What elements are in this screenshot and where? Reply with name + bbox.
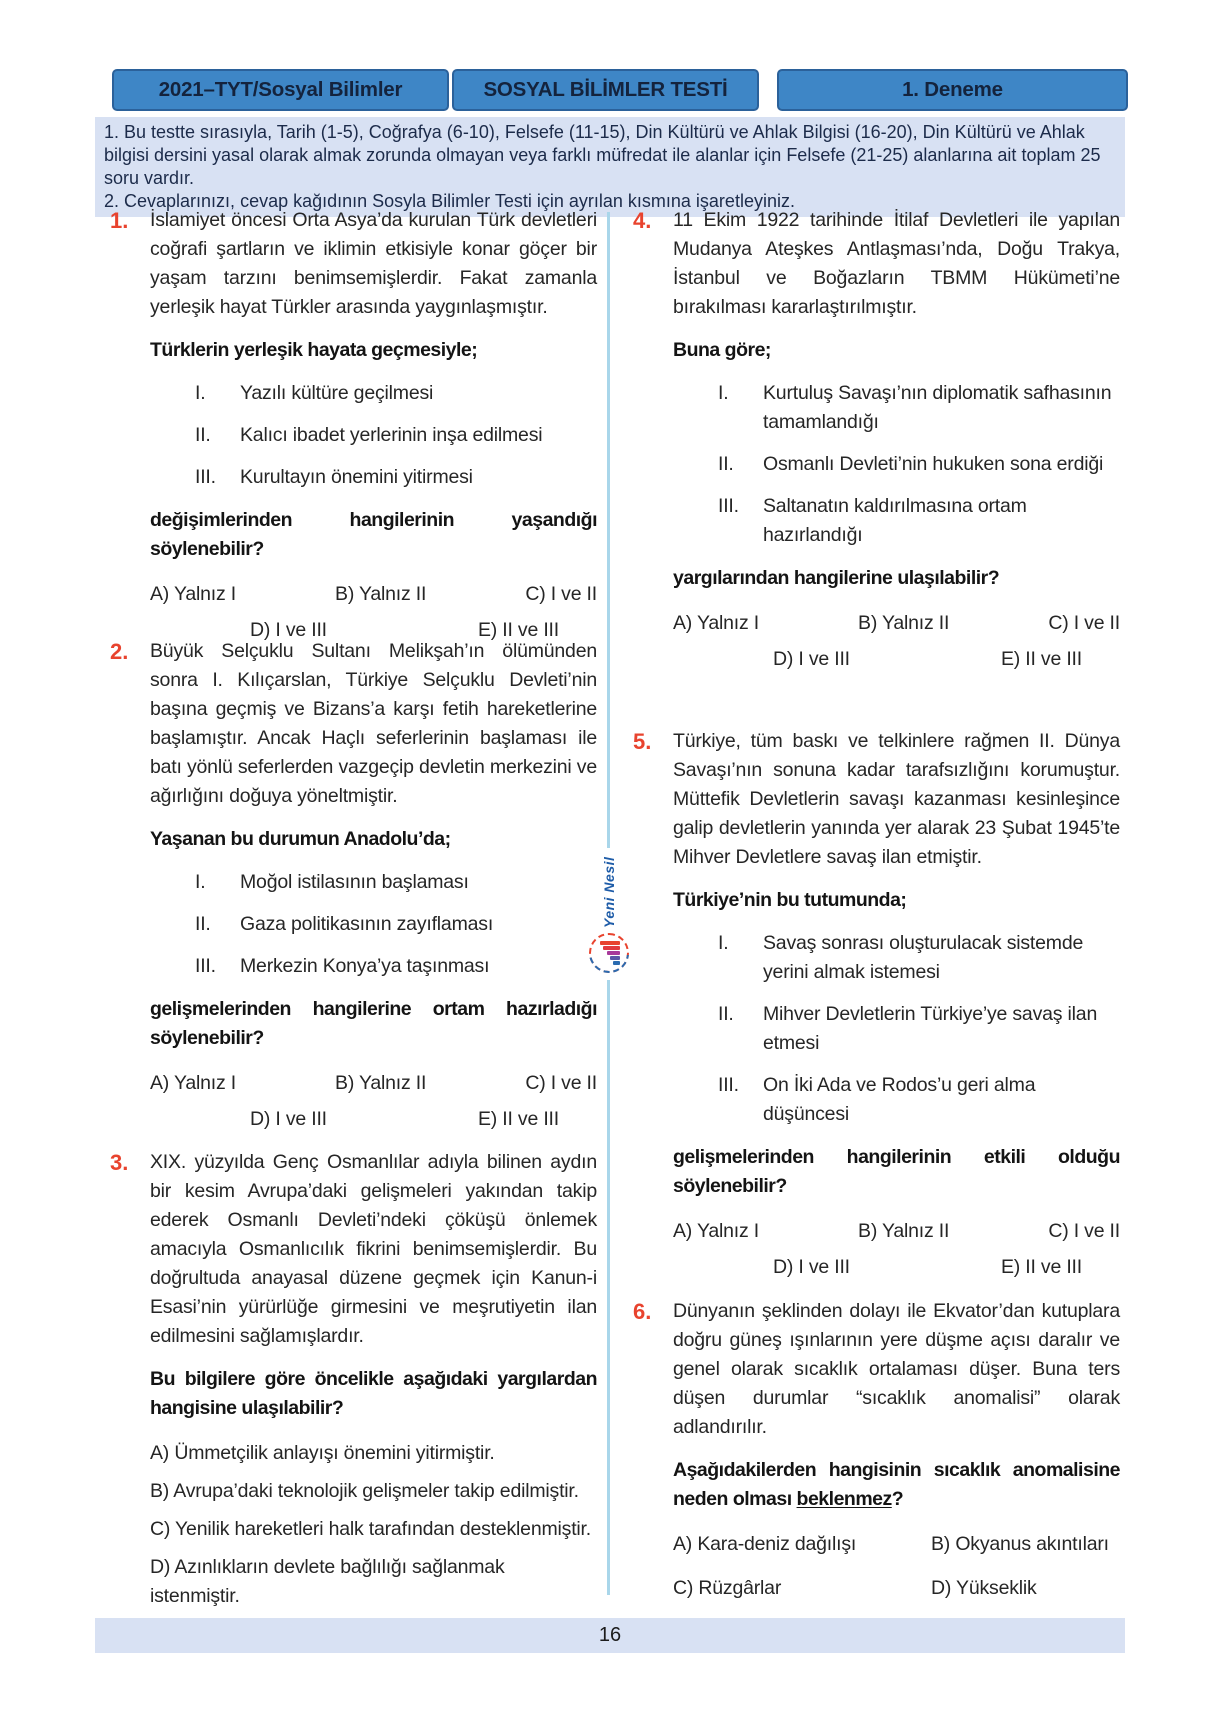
options-row-abc bbox=[673, 1217, 1120, 1246]
option-b: B) Yalnız II bbox=[335, 583, 427, 605]
left-column bbox=[95, 0, 597, 1729]
roman-items bbox=[673, 929, 1120, 1129]
test-title-box: SOSYAL BİLİMLER TESTİ bbox=[452, 69, 759, 111]
question-number: 3. bbox=[110, 1150, 129, 1175]
roman-item bbox=[718, 492, 1120, 550]
emblem-bar bbox=[607, 951, 620, 955]
question-body bbox=[673, 727, 1120, 1282]
options-row-de bbox=[673, 1253, 1120, 1282]
options-row-de bbox=[673, 645, 1120, 674]
option-a: A) Yalnız I bbox=[150, 1072, 236, 1094]
emblem-bars-icon bbox=[598, 941, 620, 965]
roman-item bbox=[195, 379, 597, 408]
yeni-nesil-emblem-icon bbox=[589, 933, 629, 973]
roman-item-text: Kurtuluş Savaşı’nın diplomatik safhasının tamamlandığı bbox=[763, 382, 1112, 433]
question-stem-intro: Türkiye’nin bu tutumunda; bbox=[673, 889, 907, 911]
question-paragraph: Türkiye, tüm baskı ve telkinlere rağmen II. Dünya Savaşı’nın sonuna kadar tarafsızlığını korumuştur. Müttefik Devletlerin savaşı kazanması kesinleşince galip devletlerin yanında yer alarak 23 Şubat 1945’te Mihver Devletlere savaş ilan etmiştir. bbox=[673, 730, 1120, 868]
question-stem: gelişmelerinden hangilerine ortam hazırladığı söylenebilir? bbox=[150, 998, 597, 1049]
question-paragraph: Dünyanın şeklinden dolayı ile Ekvator’dan kutuplara doğru güneş ışınlarının yere düşme açısı daralır ve genel olarak sıcaklık ortalaması düşer. Buna ters düşen durumlar “sıcaklık anomalisi” olarak adlandırılır. bbox=[673, 1300, 1120, 1438]
roman-item bbox=[195, 421, 597, 450]
question-stem: Bu bilgilere göre öncelikle aşağıdaki yargılardan hangisine ulaşılabilir? bbox=[150, 1368, 597, 1419]
exam-code-box: 2021–TYT/Sosyal Bilimler bbox=[112, 69, 449, 111]
question-stem-intro: Buna göre; bbox=[673, 339, 771, 361]
option-b: B) Avrupa’daki teknolojik gelişmeler takip edilmiştir. bbox=[150, 1480, 579, 1502]
question-paragraph: XIX. yüzyılda Genç Osmanlılar adıyla bilinen aydın bir kesim Avrupa’daki gelişmeleri yakından takip ederek Osmanlı Devleti’ndeki çöküşü önlemek amacıyla Osmanlıcılık fikrini benimsemişlerdir. Bu doğrultuda anayasal düzene geçmek için Kanun-i Esasi’nin yürürlüğe girmesini ve meşrutiyetin ilan edilmesini sağlamışlardır. bbox=[150, 1151, 597, 1347]
roman-numeral: III. bbox=[195, 466, 216, 488]
roman-item-text: Merkezin Konya’ya taşınması bbox=[240, 955, 490, 977]
roman-numeral: III. bbox=[718, 495, 739, 517]
options-row-abc bbox=[673, 609, 1120, 638]
option-e: E) II ve III bbox=[1000, 1256, 1082, 1278]
roman-numeral: III. bbox=[718, 1074, 739, 1096]
roman-numeral: II. bbox=[718, 453, 734, 475]
option-b: B) Yalnız II bbox=[858, 612, 950, 634]
roman-numeral: II. bbox=[195, 424, 211, 446]
publisher-name: Yeni Nesil bbox=[601, 856, 617, 928]
roman-numeral: I. bbox=[195, 871, 206, 893]
question-number: 1. bbox=[110, 208, 129, 233]
option-c: C) I ve II bbox=[525, 1072, 597, 1094]
option-e: E) II ve III bbox=[477, 619, 559, 641]
option-b: B) Yalnız II bbox=[335, 1072, 427, 1094]
question-1 bbox=[95, 206, 597, 645]
publisher-logo bbox=[584, 848, 634, 980]
question-number: 2. bbox=[110, 639, 129, 664]
roman-items bbox=[150, 868, 597, 981]
emblem-bar bbox=[603, 946, 620, 950]
roman-item bbox=[718, 450, 1120, 479]
roman-item-text: Moğol istilasının başlaması bbox=[240, 871, 469, 893]
roman-numeral: I. bbox=[718, 382, 729, 404]
option-c: C) Yenilik hareketleri halk tarafından desteklenmiştir. bbox=[150, 1518, 591, 1540]
option-e: E) II ve III bbox=[1000, 648, 1082, 670]
question-stem-intro: Yaşanan bu durumun Anadolu’da; bbox=[150, 828, 451, 850]
roman-item-text: Mihver Devletlerin Türkiye’ye savaş ilan etmesi bbox=[763, 1003, 1098, 1054]
roman-numeral: III. bbox=[195, 955, 216, 977]
option-d: D) I ve III bbox=[773, 648, 850, 670]
options-grid bbox=[673, 1530, 1120, 1603]
option-a: A) Ümmetçilik anlayışı önemini yitirmiştir. bbox=[150, 1442, 495, 1464]
options-row-abc bbox=[150, 580, 597, 609]
emblem-bar bbox=[613, 961, 620, 965]
option-d: D) I ve III bbox=[250, 1108, 327, 1130]
question-stem bbox=[673, 1456, 1120, 1514]
roman-item bbox=[718, 1071, 1120, 1129]
options-row-de bbox=[150, 1105, 597, 1134]
roman-item-text: Saltanatın kaldırılmasına ortam hazırlandığı bbox=[763, 495, 1027, 546]
roman-item-text: Gaza politikasının zayıflaması bbox=[240, 913, 494, 935]
roman-item-text: Kalıcı ibadet yerlerinin inşa edilmesi bbox=[240, 424, 543, 446]
roman-item bbox=[195, 910, 597, 939]
option-a: A) Yalnız I bbox=[673, 612, 759, 634]
roman-item-text: On İki Ada ve Rodos’u geri alma düşüncesi bbox=[763, 1074, 1036, 1125]
question-4 bbox=[618, 206, 1120, 674]
question-body bbox=[673, 1297, 1120, 1669]
stem-question-mark: ? bbox=[891, 1488, 904, 1510]
option-a: A) Yalnız I bbox=[150, 583, 236, 605]
question-paragraph: 11 Ekim 1922 tarihinde İtilaf Devletleri ile yapılan Mudanya Ateşkes Antlaşması’nda, Doğu Trakya, İstanbul ve Boğazların TBMM Hükümeti’ne bırakılması kararlaştırılmıştır. bbox=[673, 209, 1120, 318]
question-stem: değişimlerinden hangilerinin yaşandığı söylenebilir? bbox=[150, 509, 597, 560]
roman-item bbox=[195, 952, 597, 981]
emblem-bar bbox=[610, 956, 620, 960]
question-body bbox=[673, 206, 1120, 674]
option-d: D) Azınlıkların devlete bağlılığı sağlanmak istenmiştir. bbox=[150, 1556, 505, 1607]
option-c: C) I ve II bbox=[1048, 612, 1120, 634]
option-b: B) Yalnız II bbox=[858, 1220, 950, 1242]
option-b: B) Okyanus akıntıları bbox=[931, 1533, 1109, 1555]
option-d: D) Yükseklik bbox=[931, 1577, 1037, 1599]
roman-item bbox=[195, 463, 597, 492]
question-6 bbox=[618, 1297, 1120, 1669]
page-number: 16 bbox=[598, 1624, 622, 1646]
question-number: 4. bbox=[633, 208, 652, 233]
roman-numeral: I. bbox=[718, 932, 729, 954]
option-d: D) I ve III bbox=[250, 619, 327, 641]
question-body bbox=[150, 637, 597, 1134]
roman-item-text: Savaş sonrası oluşturulacak sistemde yerini almak istemesi bbox=[763, 932, 1084, 983]
roman-numeral: II. bbox=[195, 913, 211, 935]
right-column bbox=[618, 0, 1120, 1729]
stem-text: Aşağıdakilerden hangisinin sıcaklık anomalisine neden olması bbox=[673, 1459, 1120, 1510]
option-a: A) Kara-deniz dağılışı bbox=[673, 1533, 857, 1555]
roman-item bbox=[195, 868, 597, 897]
question-stem-intro: Türklerin yerleşik hayata geçmesiyle; bbox=[150, 339, 478, 361]
question-paragraph: Büyük Selçuklu Sultanı Melikşah’ın ölümünden sonra I. Kılıçarslan, Türkiye Selçuklu Devleti’nin başına geçmiş ve Bizans’a karşı fetih hareketlerine başlamıştır. Ancak Haçlı seferlerinin başlaması ile batı yönlü seferlerden vazgeçip devletin merkezini ve ağırlığını doğuya yöneltmiştir. bbox=[150, 640, 597, 807]
roman-item bbox=[718, 1000, 1120, 1058]
question-3 bbox=[95, 1148, 597, 1649]
roman-numeral: II. bbox=[718, 1003, 734, 1025]
roman-numeral: I. bbox=[195, 382, 206, 404]
option-c: C) I ve II bbox=[1048, 1220, 1120, 1242]
question-number: 5. bbox=[633, 729, 652, 754]
roman-item-text: Kurultayın önemini yitirmesi bbox=[240, 466, 473, 488]
options-row-abc bbox=[150, 1069, 597, 1098]
roman-item bbox=[718, 929, 1120, 987]
roman-items bbox=[150, 379, 597, 492]
question-body bbox=[150, 1148, 597, 1649]
option-c: C) I ve II bbox=[525, 583, 597, 605]
option-c: C) Rüzgârlar bbox=[673, 1577, 782, 1599]
question-stem: yargılarından hangilerine ulaşılabilir? bbox=[673, 567, 1000, 589]
option-e: E) II ve III bbox=[477, 1108, 559, 1130]
option-d: D) I ve III bbox=[773, 1256, 850, 1278]
emblem-bar bbox=[600, 941, 620, 945]
stem-underlined-word: beklenmez bbox=[796, 1488, 892, 1510]
instruction-line-2: 2. Cevaplarınızı, cevap kağıdının Sosyla Bilimler Testi için ayrılan kısmına işaretleyiniz. bbox=[104, 191, 795, 211]
roman-item-text: Osmanlı Devleti’nin hukuken sona erdiği bbox=[763, 453, 1104, 475]
exam-attempt-box: 1. Deneme bbox=[777, 69, 1128, 111]
question-paragraph: İslamiyet öncesi Orta Asya’da kurulan Türk devletleri coğrafi şartların ve iklimin etkisiyle konar göçer bir yaşam tarzını benimsemişlerdir. Fakat zamanla yerleşik hayat Türkler arasında yaygınlaşmıştır. bbox=[150, 209, 597, 318]
question-stem: gelişmelerinden hangilerinin etkili olduğu söylenebilir? bbox=[673, 1146, 1120, 1197]
question-2 bbox=[95, 637, 597, 1134]
question-5 bbox=[618, 727, 1120, 1282]
question-number: 6. bbox=[633, 1299, 652, 1324]
roman-items bbox=[673, 379, 1120, 550]
roman-item bbox=[718, 379, 1120, 437]
page-footer bbox=[95, 1618, 1125, 1653]
instruction-line-1: 1. Bu testte sırasıyla, Tarih (1-5), Coğrafya (6-10), Felsefe (11-15), Din Kültürü ve Ahlak Bilgisi (16-20), Din Kültürü ve Ahlak bilgisi dersini yasal olarak almak zorunda olmayan veya farklı müfredat ile alanlar için Felsefe (21-25) alanlarına ait toplam 25 soru vardır. bbox=[104, 122, 1101, 188]
option-a: A) Yalnız I bbox=[673, 1220, 759, 1242]
question-body bbox=[150, 206, 597, 645]
roman-item-text: Yazılı kültüre geçilmesi bbox=[240, 382, 434, 404]
